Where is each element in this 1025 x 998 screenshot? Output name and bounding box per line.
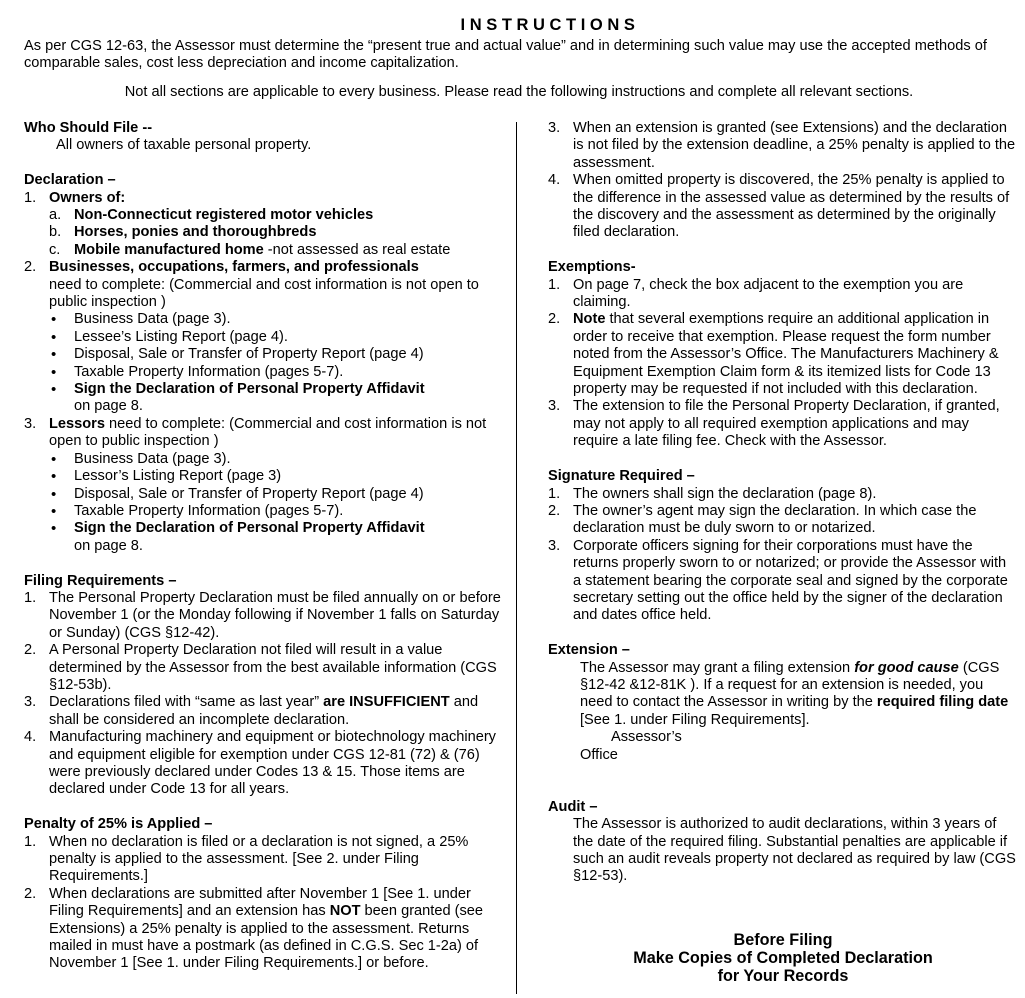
lessors-label: Lessors bbox=[49, 415, 105, 432]
signature-item bbox=[548, 503, 1018, 538]
bullet-item-affidavit bbox=[24, 520, 504, 555]
left-column bbox=[24, 120, 504, 973]
businesses-text: need to complete: (Commercial and cost information is not open to public inspection ) bbox=[49, 276, 479, 311]
declaration-section bbox=[24, 172, 504, 555]
declaration-list bbox=[24, 190, 504, 556]
sub-item-note: -not assessed as real estate bbox=[263, 241, 451, 258]
before-filing-line3: for Your Records bbox=[717, 967, 849, 985]
item-text: The extension to file the Personal Property Declaration, if granted, may not apply to all required exemption applications and may require a late filing fee. Check with the Assessor. bbox=[573, 398, 1000, 450]
item-text: When no declaration is filed or a declaration is not signed, a 25% penalty is applied to the assessment. [See 2. under Filing Requirements.] bbox=[49, 833, 469, 885]
item-number: 1. bbox=[548, 485, 561, 502]
column-divider bbox=[516, 122, 517, 994]
item-number: 2. bbox=[24, 259, 37, 276]
filing-requirements-title: Filing Requirements – bbox=[24, 572, 177, 589]
owners-sublist bbox=[49, 207, 504, 259]
filing-item bbox=[24, 590, 504, 642]
item-text: When an extension is granted (see Extensions) and the declaration is not filed by the extension deadline, a 25% penalty is applied to the assessment. bbox=[573, 120, 1016, 171]
penalty-list-left bbox=[24, 834, 504, 973]
item-text-end: been granted (see Extensions) a 25% penalty is applied to the assessment. Returns mailed in must have a postmark (as defined in C.G.S. Sec 1-2a) of November 1 [See 1. under Filing Requirements.] or before. bbox=[49, 903, 484, 972]
extension-required-date: required filing date bbox=[876, 694, 1009, 711]
penalty-item bbox=[24, 886, 504, 973]
affidavit-page: on page 8. bbox=[74, 398, 143, 415]
item-number: 2. bbox=[548, 502, 561, 519]
declaration-item-lessors bbox=[24, 416, 504, 555]
sub-item-horses bbox=[49, 224, 504, 241]
item-text: Corporate officers signing for their corporations must have the returns properly sworn to or notarized; or provide the Assessor with a statement bearing the corporate seal and signed by the corporate secretary setting out the office held by the signer of the declaration and dates office held. bbox=[573, 537, 1008, 624]
owners-label: Owners of: bbox=[49, 189, 126, 206]
sub-item-text: Non-Connecticut registered motor vehicles bbox=[74, 207, 374, 224]
intro-paragraph: As per CGS 12-63, the Assessor must determine the “present true and actual value” and in determining such value may use the accepted methods of comparable sales, cost less depreciation and income capitalization. bbox=[24, 38, 987, 72]
filing-item bbox=[24, 642, 504, 694]
item-number: 2. bbox=[548, 311, 561, 328]
who-should-file-section bbox=[24, 120, 504, 155]
extension-text bbox=[548, 660, 1018, 730]
audit-section bbox=[548, 799, 1018, 886]
item-text: A Personal Property Declaration not filed will result in a value determined by the Assessor from the best available information (CGS §12-53b). bbox=[49, 642, 497, 693]
filing-list bbox=[24, 590, 504, 799]
bullet-item: • Disposal, Sale or Transfer of Property Report (page 4) bbox=[24, 346, 504, 363]
extension-text-mid: (CGS §12-42 &12-81K ). If a request for an extension is needed, you need to contact the Assessor in writing by the bbox=[580, 659, 1000, 711]
signature-title: Signature Required – bbox=[548, 468, 695, 485]
item-number: 1. bbox=[24, 833, 37, 850]
right-column bbox=[548, 120, 1018, 886]
item-text-end: and shall be considered an incomplete declaration. bbox=[49, 694, 479, 728]
item-text: On page 7, check the box adjacent to the exemption you are claiming. bbox=[573, 276, 964, 311]
bullet-item: • Business Data (page 3). bbox=[24, 311, 504, 328]
item-emphasis: NOT bbox=[329, 903, 361, 920]
item-emphasis: are INSUFFICIENT bbox=[319, 694, 450, 711]
businesses-bullets bbox=[24, 311, 504, 415]
penalty-title: Penalty of 25% is Applied – bbox=[24, 816, 213, 833]
declaration-title: Declaration – bbox=[24, 172, 116, 189]
affidavit-text: Sign the Declaration of Personal Property Affidavit bbox=[74, 520, 425, 537]
exemptions-title: Exemptions- bbox=[548, 259, 636, 276]
bullet-item: • Lessee’s Listing Report (page 4). bbox=[24, 329, 504, 346]
signature-item bbox=[548, 486, 1018, 503]
extension-signoff-line1: Assessor’s bbox=[611, 729, 682, 746]
item-number: 1. bbox=[24, 189, 37, 206]
exemption-item bbox=[548, 398, 1018, 450]
item-text: Manufacturing machinery and equipment or biotechnology machinery and equipment eligible for exemption under CGS 12-81 (72) & (76) were previously declared under Codes 13 & 15. Those items are declared under Code 13 for all years. bbox=[49, 729, 496, 798]
lessors-bullets bbox=[24, 451, 504, 555]
exemption-item bbox=[548, 277, 1018, 312]
item-number: 3. bbox=[548, 398, 561, 415]
bullet-item: • Lessor’s Listing Report (page 3) bbox=[24, 468, 504, 485]
who-should-file-text: All owners of taxable personal property. bbox=[56, 137, 312, 154]
audit-text: The Assessor is authorized to audit declarations, within 3 years of the date of the required filing. Substantial penalties are applicable if such an audit reveals property not declared as required by law (CGS §12-53). bbox=[573, 816, 1016, 885]
item-number: 1. bbox=[548, 276, 561, 293]
sub-item-text: Mobile manufactured home bbox=[74, 241, 264, 258]
sub-item-text: Horses, ponies and thoroughbreds bbox=[74, 224, 317, 241]
item-text: When declarations are submitted after November 1 [See 1. under Filing Requirements] and an extension has bbox=[49, 885, 471, 920]
affidavit-page: on page 8. bbox=[74, 537, 143, 554]
page-title: INSTRUCTIONS bbox=[460, 16, 640, 34]
item-text: Declarations filed with “same as last year” bbox=[49, 694, 320, 711]
item-text: The owners shall sign the declaration (page 8). bbox=[573, 485, 877, 502]
sub-item-mobile-home bbox=[49, 242, 504, 259]
extension-signoff-line2: Office bbox=[580, 746, 618, 763]
item-text: The owner’s agent may sign the declaration. In which case the declaration must be duly sworn to or notarized. bbox=[573, 502, 977, 537]
sub-letter: a. bbox=[49, 207, 62, 224]
exemptions-section bbox=[548, 259, 1018, 450]
item-number: 3. bbox=[548, 537, 561, 554]
sub-letter: c. bbox=[49, 241, 61, 258]
penalty-list-right bbox=[548, 120, 1018, 242]
item-text: The Personal Property Declaration must be filed annually on or before November 1 (or the Monday following if November 1 falls on Saturday or Sunday) (CGS §12-42). bbox=[49, 589, 501, 641]
before-filing-notice bbox=[548, 931, 1018, 985]
extension-text-start: The Assessor may grant a filing extension bbox=[580, 659, 855, 676]
item-emphasis: Note bbox=[573, 311, 606, 328]
exemptions-list bbox=[548, 277, 1018, 451]
item-number: 4. bbox=[24, 729, 37, 746]
businesses-label: Businesses, occupations, farmers, and professionals bbox=[49, 259, 419, 276]
item-number: 1. bbox=[24, 589, 37, 606]
extension-text-end: [See 1. under Filing Requirements]. bbox=[580, 711, 810, 728]
bullet-item-affidavit bbox=[24, 381, 504, 416]
intro-note: Not all sections are applicable to every business. Please read the following instructions and complete all relevant sections. bbox=[124, 84, 914, 100]
extension-good-cause: for good cause bbox=[854, 659, 959, 676]
extension-title: Extension – bbox=[548, 642, 630, 659]
extension-section bbox=[548, 642, 1018, 764]
lessors-text: need to complete: (Commercial and cost information is not open to public inspection ) bbox=[49, 415, 487, 450]
item-number: 2. bbox=[24, 885, 37, 902]
sub-letter: b. bbox=[49, 224, 62, 241]
before-filing-line2: Make Copies of Completed Declaration bbox=[633, 949, 933, 967]
penalty-item bbox=[548, 120, 1018, 172]
item-text: that several exemptions require an additional application in order to receive that exemption. Please request the form number noted from the Assessor’s Office. The Manufacturers Machinery & Equipment Exemption Claim form & its itemized lists for Code 13 property may be requested if not included with this declaration. bbox=[573, 311, 999, 398]
sub-item-motor-vehicles bbox=[49, 207, 504, 224]
bullet-item: • Taxable Property Information (pages 5-7). bbox=[24, 364, 504, 381]
who-should-file-title: Who Should File -- bbox=[24, 120, 153, 136]
declaration-item-owners bbox=[24, 190, 504, 260]
item-number: 4. bbox=[548, 172, 561, 189]
signature-section bbox=[548, 468, 1018, 625]
signature-item bbox=[548, 538, 1018, 625]
filing-requirements-section bbox=[24, 573, 504, 799]
item-number: 3. bbox=[24, 694, 37, 711]
item-text: When omitted property is discovered, the 25% penalty is applied to the difference in the assessed value as determined by the results of the discovery and the assessment as determined by the originally filed declaration. bbox=[573, 172, 1010, 241]
item-number: 2. bbox=[24, 642, 37, 659]
bullet-item: • Business Data (page 3). bbox=[24, 451, 504, 468]
item-number: 3. bbox=[24, 415, 37, 432]
bullet-item: • Taxable Property Information (pages 5-7). bbox=[24, 503, 504, 520]
audit-title: Audit – bbox=[548, 798, 598, 815]
filing-item bbox=[24, 729, 504, 799]
signature-list bbox=[548, 486, 1018, 625]
penalty-section bbox=[24, 816, 504, 973]
exemption-item bbox=[548, 311, 1018, 398]
penalty-item bbox=[24, 834, 504, 886]
declaration-item-businesses bbox=[24, 259, 504, 416]
penalty-item bbox=[548, 172, 1018, 242]
filing-item bbox=[24, 694, 504, 729]
before-filing-line1: Before Filing bbox=[733, 931, 833, 949]
item-number: 3. bbox=[548, 120, 561, 136]
bullet-item: • Disposal, Sale or Transfer of Property Report (page 4) bbox=[24, 486, 504, 503]
affidavit-text: Sign the Declaration of Personal Property Affidavit bbox=[74, 381, 425, 398]
